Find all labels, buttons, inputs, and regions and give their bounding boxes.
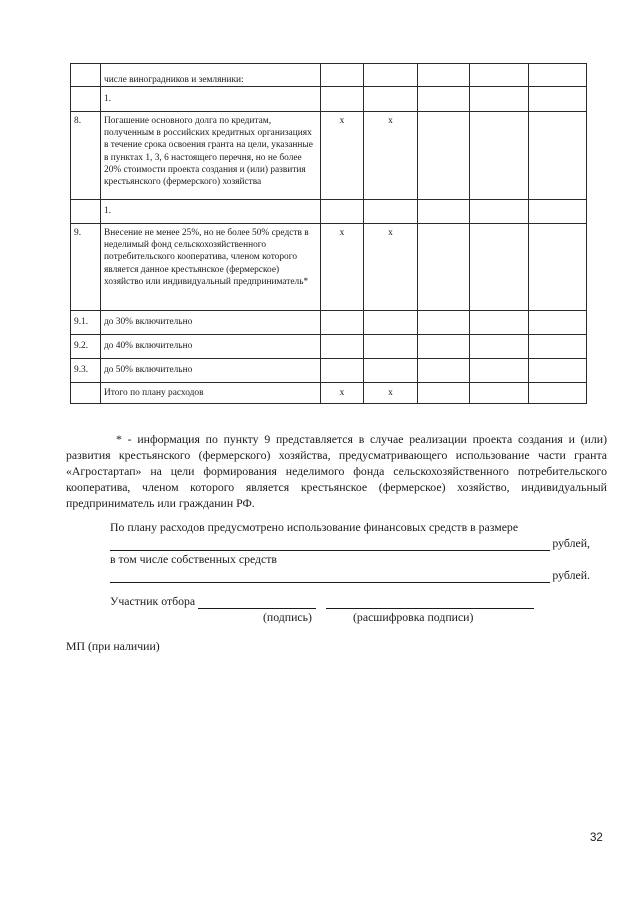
participant-label: Участник отбора	[110, 594, 196, 608]
row-number: 9.	[71, 224, 101, 311]
row-cell	[364, 87, 418, 112]
unit-label: рублей.	[552, 568, 590, 582]
row-cell	[321, 200, 364, 224]
row-cell	[529, 64, 587, 87]
table-row	[71, 87, 587, 112]
signature-decode-caption: (расшифровка подписи)	[353, 610, 474, 624]
row-cell	[321, 87, 364, 112]
row-description: числе виноградников и земляники:	[101, 64, 321, 87]
row-cell	[470, 311, 529, 335]
row-cell: x	[364, 112, 418, 200]
row-cell	[418, 359, 470, 383]
row-description: 1.	[101, 200, 321, 224]
row-cell	[321, 311, 364, 335]
row-cell	[529, 383, 587, 404]
row-number: 9.2.	[71, 335, 101, 359]
row-cell	[321, 64, 364, 87]
plan-line-1: По плану расходов предусмотрено использование финансовых средств в размере	[110, 520, 519, 534]
row-number	[71, 64, 101, 87]
row-description: Внесение не менее 25%, но не более 50% средств в неделимый фонд сельскохозяйственного потребительского кооператива, членом которого является данное крестьянское (фермерское) хозяйство или индивидуальный предприниматель*	[101, 224, 321, 311]
table-row	[71, 112, 587, 200]
row-cell	[321, 335, 364, 359]
table-row	[71, 359, 587, 383]
blank-line	[110, 570, 550, 583]
row-description: до 30% включительно	[101, 311, 321, 335]
signature-block	[110, 593, 550, 624]
table-total-row	[71, 383, 587, 404]
footnote	[66, 431, 607, 511]
row-cell	[529, 335, 587, 359]
row-number: 8.	[71, 112, 101, 200]
row-cell: x	[364, 224, 418, 311]
row-description: 1.	[101, 87, 321, 112]
row-cell	[418, 64, 470, 87]
row-description: до 50% включительно	[101, 359, 321, 383]
expense-plan-table	[70, 63, 587, 404]
plan-amounts	[110, 519, 590, 583]
table-row	[71, 64, 587, 87]
row-cell	[418, 224, 470, 311]
table-row	[71, 335, 587, 359]
stamp-place: МП (при наличии)	[66, 639, 160, 653]
row-cell	[529, 359, 587, 383]
row-description: Итого по плану расходов	[101, 383, 321, 404]
row-cell	[529, 200, 587, 224]
row-number	[71, 200, 101, 224]
row-cell	[364, 359, 418, 383]
row-description: Погашение основного долга по кредитам, полученным в российских кредитных организациях в течение срока освоения гранта на цели, указанные в пунктах 1, 3, 6 настоящего перечня, но не более 20% стоимости проекта создания и (или) развития крестьянского (фермерского) хозяйства	[101, 112, 321, 200]
own-funds-field	[110, 567, 590, 583]
row-cell	[364, 200, 418, 224]
row-cell	[529, 87, 587, 112]
signature-decode-line	[326, 596, 534, 609]
row-cell	[364, 64, 418, 87]
table-row	[71, 200, 587, 224]
row-cell	[418, 87, 470, 112]
table-row	[71, 311, 587, 335]
row-cell: x	[321, 383, 364, 404]
row-cell	[470, 87, 529, 112]
row-description: до 40% включительно	[101, 335, 321, 359]
signature-line	[198, 596, 316, 609]
row-cell: x	[321, 224, 364, 311]
row-cell	[470, 359, 529, 383]
table-row	[71, 224, 587, 311]
row-cell	[418, 112, 470, 200]
row-cell	[470, 383, 529, 404]
row-cell	[364, 311, 418, 335]
row-cell	[470, 335, 529, 359]
row-cell	[529, 311, 587, 335]
page-number: 32	[590, 832, 603, 844]
blank-line	[110, 538, 550, 551]
row-cell: x	[364, 383, 418, 404]
row-cell	[529, 112, 587, 200]
plan-line-2: в том числе собственных средств	[110, 552, 278, 566]
row-cell	[529, 224, 587, 311]
row-number: 9.1.	[71, 311, 101, 335]
signature-caption: (подпись)	[263, 610, 312, 624]
row-cell	[364, 335, 418, 359]
row-cell	[470, 224, 529, 311]
row-cell	[470, 64, 529, 87]
unit-label: рублей,	[552, 536, 590, 550]
row-cell	[470, 200, 529, 224]
total-amount-field	[110, 535, 590, 551]
row-cell	[418, 311, 470, 335]
row-cell	[470, 112, 529, 200]
row-cell	[418, 335, 470, 359]
row-cell	[418, 200, 470, 224]
row-cell: x	[321, 112, 364, 200]
row-number	[71, 383, 101, 404]
footnote-text: * - информация по пункту 9 представляется в случае реализации проекта создания и (или) развития крестьянского (фермерского) хозяйства, предусматривающего использование части гранта «Агростартап» на цели формирования неделимого фонда сельскохозяйственного потребительского кооператива, членом которого является крестьянское (фермерское) хозяйство, индивидуальный предприниматель или гражданин РФ.	[66, 432, 607, 510]
row-number	[71, 87, 101, 112]
row-number: 9.3.	[71, 359, 101, 383]
row-cell	[321, 359, 364, 383]
row-cell	[418, 383, 470, 404]
